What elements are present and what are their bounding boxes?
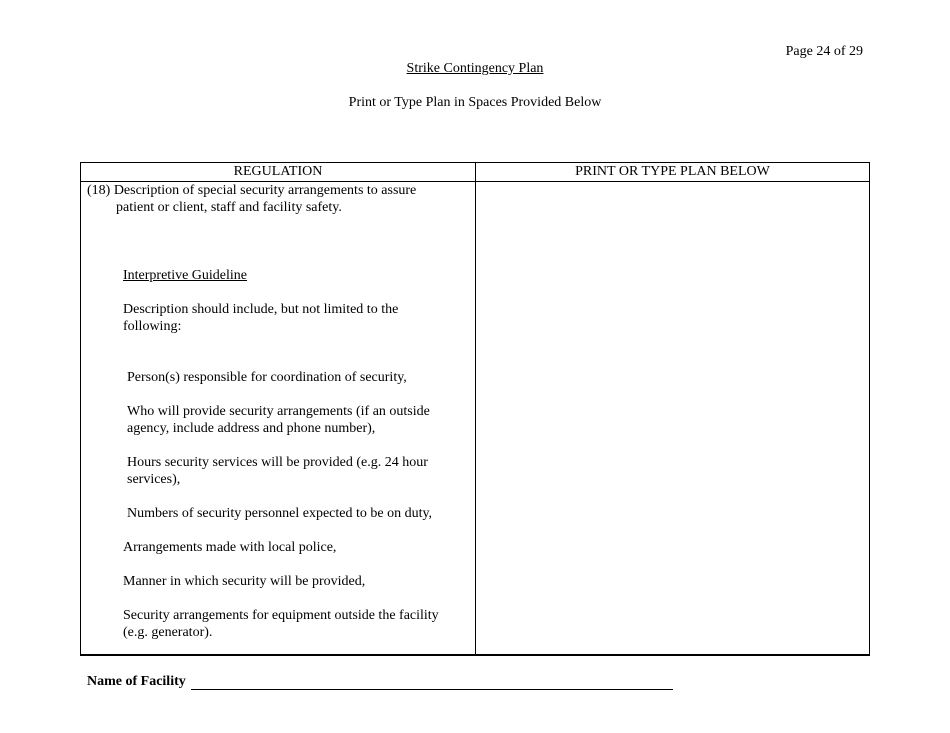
guideline-point: Security arrangements for equipment outside the facility xyxy=(123,608,439,623)
guideline-point: (e.g. generator). xyxy=(123,625,213,640)
plan-table xyxy=(80,162,870,656)
guideline-point: agency, include address and phone number), xyxy=(127,421,376,436)
facility-name-field[interactable] xyxy=(191,689,673,690)
guideline-point: Who will provide security arrangements (if an outside xyxy=(127,404,430,419)
guideline-point: services), xyxy=(127,472,181,487)
guideline-point: Hours security services will be provided (e.g. 24 hour xyxy=(127,455,428,470)
page-number: Page 24 of 29 xyxy=(785,44,863,59)
regulation-cell xyxy=(81,182,475,654)
guideline-point: Manner in which security will be provided, xyxy=(123,574,366,589)
guideline-point: Arrangements made with local police, xyxy=(123,540,337,555)
plan-entry-area[interactable] xyxy=(476,182,869,654)
plan-column-header: PRINT OR TYPE PLAN BELOW xyxy=(575,164,770,179)
guideline-heading: Interpretive Guideline xyxy=(123,268,248,283)
regulation-item-line: (18) Description of special security arrangements to assure xyxy=(87,183,417,198)
facility-name-label: Name of Facility xyxy=(87,674,186,689)
guideline-intro-line: Description should include, but not limited to the xyxy=(123,302,399,317)
regulation-column-header: REGULATION xyxy=(233,164,323,179)
document-subtitle: Print or Type Plan in Spaces Provided Below xyxy=(348,95,602,110)
guideline-intro-line: following: xyxy=(123,319,182,334)
regulation-item-line: patient or client, staff and facility safety. xyxy=(116,200,342,215)
guideline-point: Person(s) responsible for coordination of security, xyxy=(127,370,407,385)
guideline-point: Numbers of security personnel expected to be on duty, xyxy=(127,506,433,521)
document-title: Strike Contingency Plan xyxy=(406,61,544,76)
table-header-row xyxy=(81,163,869,182)
